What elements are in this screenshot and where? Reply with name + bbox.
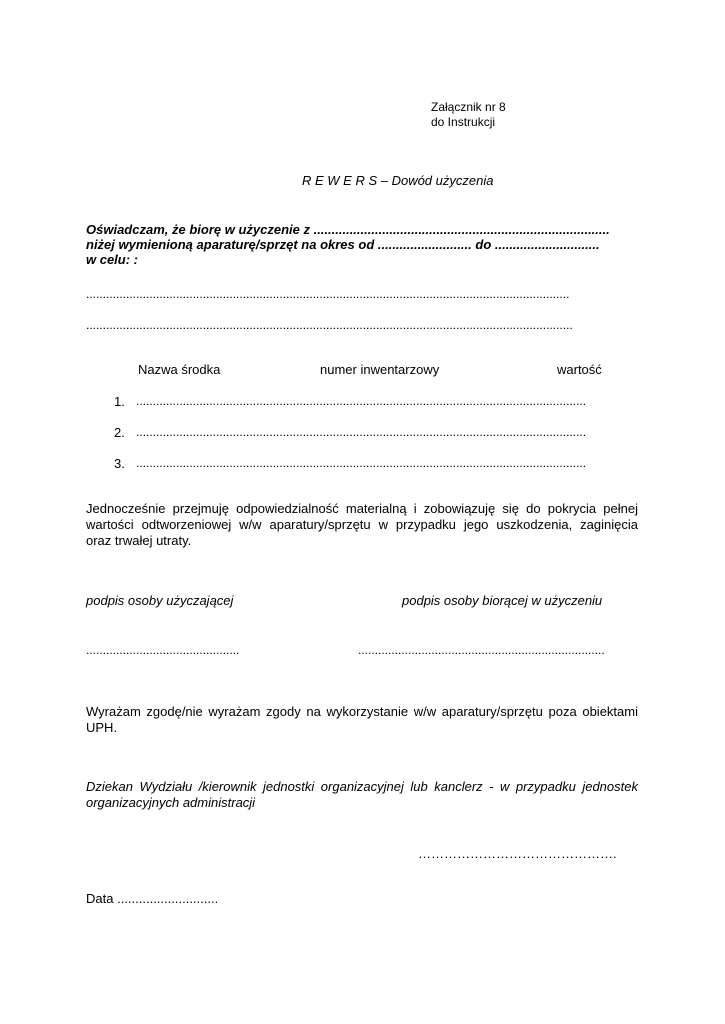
responsibility-line1: Jednocześnie przejmuję odpowiedzialność materialną i zobowiązuję się do pokrycia pełnej [86,501,638,516]
purpose-line-2: .................................................................................................................................................. [86,318,573,332]
dean-paragraph [86,779,638,811]
item-row-3-dots: ....................................................................................................................................... [136,456,587,470]
item-row-2-dots: ....................................................................................................................................... [136,425,587,439]
items-header-name: Nazwa środka [138,362,221,377]
dean-line2: organizacyjnych administracji [86,795,256,810]
item-row-2-number: 2. [114,425,125,440]
lender-signature-line: .............................................. [86,643,240,657]
item-row-1-number: 1. [114,394,125,409]
item-row-1-dots: ....................................................................................................................................... [136,394,587,408]
items-header-inventory: numer inwentarzowy [320,362,440,377]
declaration-line2: niżej wymienioną aparaturę/sprzęt na okres od .......................... do ............................. [86,237,600,252]
borrower-signature-label: podpis osoby biorącej w użyczeniu [402,593,603,608]
responsibility-line3: oraz trwałej utraty. [86,533,192,548]
declaration-line3: w celu: : [86,252,139,267]
lender-signature-label: podpis osoby użyczającej [86,593,234,608]
attachment-note-line2: do Instrukcji [431,115,496,129]
responsibility-line2: wartości odtworzeniowej w/w aparatury/sprzętu w przypadku jego uszkodzenia, zaginięcia [86,517,638,532]
document-title: R E W E R S – Dowód użyczenia [302,173,494,188]
dean-line1: Dziekan Wydziału /kierownik jednostki organizacyjnej lub kanclerz - w przypadku jednostek [86,779,638,794]
consent-line2: UPH. [86,720,118,735]
attachment-note-line1: Załącznik nr 8 [431,100,506,114]
item-row-3-number: 3. [114,456,125,471]
consent-paragraph [86,704,638,736]
purpose-line-1: ................................................................................................................................................. [86,287,570,301]
date-field [86,891,218,907]
responsibility-paragraph [86,501,638,549]
date-dots: ............................ [117,891,219,906]
date-label: Data [86,891,118,906]
declaration-line1: Oświadczam, że biorę w użyczenie z .................................................................................. [86,222,610,237]
consent-line1: Wyrażam zgodę/nie wyrażam zgody na wykorzystanie w/w aparatury/sprzętu poza obiektami [86,704,638,719]
items-header-value: wartość [557,362,602,377]
borrower-signature-line: .......................................................................... [358,643,605,657]
dean-signature-line: ………………………………………. [418,846,617,861]
